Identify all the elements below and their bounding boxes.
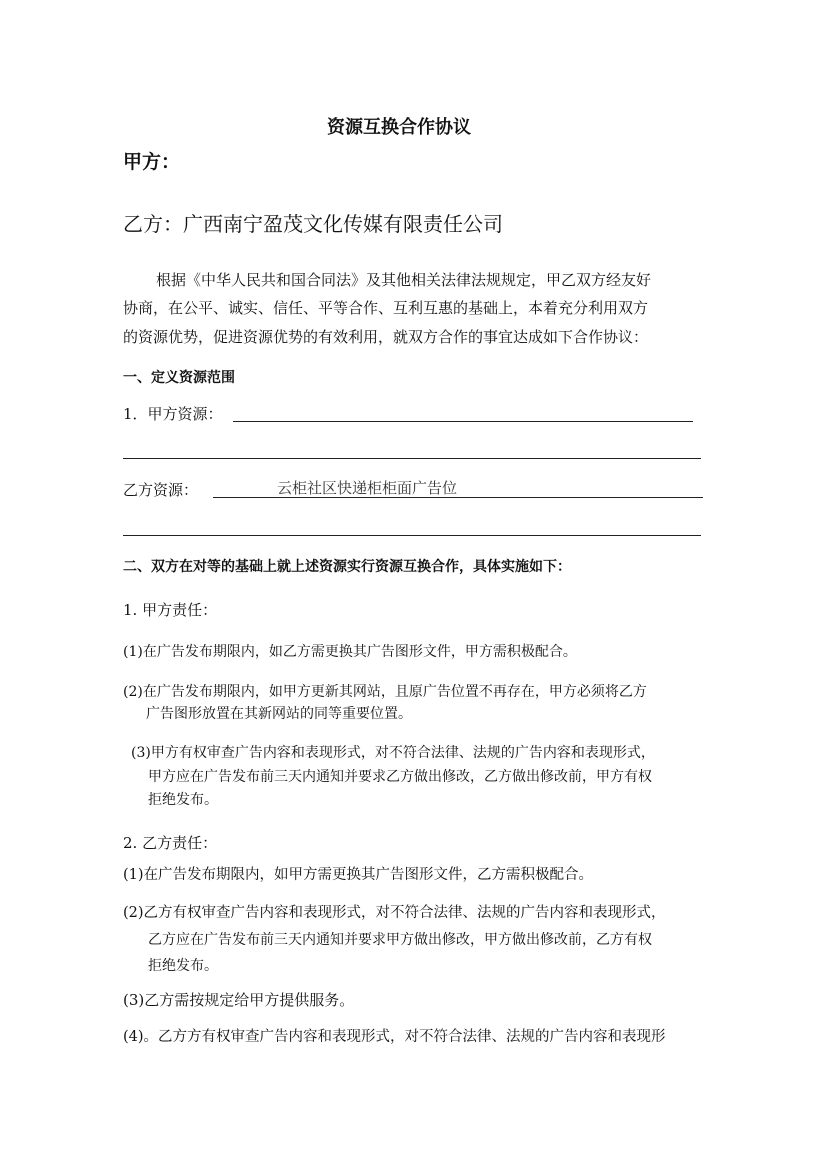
- duty-item-cont: 拒绝发布。: [148, 792, 218, 808]
- section2-heading: 二、双方在对等的基础上就上述资源实行资源互换合作，具体实施如下：: [123, 559, 571, 575]
- duty-item-cont: 甲方应在广告发布前三天内通知并要求乙方做出修改，乙方做出修改前，甲方有权: [148, 769, 652, 785]
- party-b-resource-field[interactable]: [213, 497, 703, 498]
- document-title: 资源互换合作协议: [327, 117, 471, 138]
- party-a-resource-field[interactable]: [233, 421, 693, 422]
- section1-heading: 一、定义资源范围: [123, 370, 235, 386]
- intro-line: 协商，在公平、诚实、信任、平等合作、互利互惠的基础上，本着充分利用双方: [123, 299, 649, 317]
- party-b-resource-label: 乙方资源：: [123, 481, 199, 499]
- duty-item: (2)在广告发布期限内，如甲方更新其网站，且原广告位置不再存在，甲方必须将乙方: [123, 684, 647, 700]
- duty-item-cont: 乙方应在广告发布前三天内通知并要求甲方做出修改，甲方做出修改前，乙方有权: [148, 932, 652, 948]
- party-a-duty-title: 1. 甲方责任：: [123, 601, 218, 619]
- duty-item-cont: 拒绝发布。: [148, 958, 218, 974]
- duty-item: (4)。乙方方有权审查广告内容和表现形式，对不符合法律、法规的广告内容和表现形: [123, 1029, 666, 1045]
- party-a-resource-label: 1．甲方资源：: [123, 405, 223, 423]
- duty-item: (3)甲方有权审查广告内容和表现形式，对不符合法律、法规的广告内容和表现形式，: [131, 745, 655, 761]
- intro-line: 根据《中华人民共和国合同法》及其他相关法律法规规定，甲乙双方经友好: [156, 271, 652, 289]
- party-b-resource-value: 云柜社区快递柜柜面广告位: [277, 479, 458, 497]
- party-a-label: 甲方：: [123, 151, 181, 173]
- blank-line[interactable]: [123, 458, 701, 459]
- duty-item: (2)乙方有权审查广告内容和表现形式，对不符合法律、法规的广告内容和表现形式，: [123, 905, 666, 921]
- duty-item-cont: 广告图形放置在其新网站的同等重要位置。: [146, 706, 412, 722]
- party-b-duty-title: 2. 乙方责任：: [123, 834, 218, 852]
- blank-line[interactable]: [123, 535, 701, 536]
- duty-item: (1)在广告发布期限内，如甲方需更换其广告图形文件，乙方需积极配合。: [123, 867, 594, 883]
- party-b-name: 乙方：广西南宁盈茂文化传媒有限责任公司: [123, 212, 503, 236]
- duty-item: (1)在广告发布期限内，如乙方需更换其广告图形文件，甲方需积极配合。: [123, 644, 577, 660]
- duty-item: (3)乙方需按规定给甲方提供服务。: [123, 991, 355, 1009]
- intro-line: 的资源优势，促进资源优势的有效利用，就双方合作的事宜达成如下合作协议：: [123, 328, 649, 346]
